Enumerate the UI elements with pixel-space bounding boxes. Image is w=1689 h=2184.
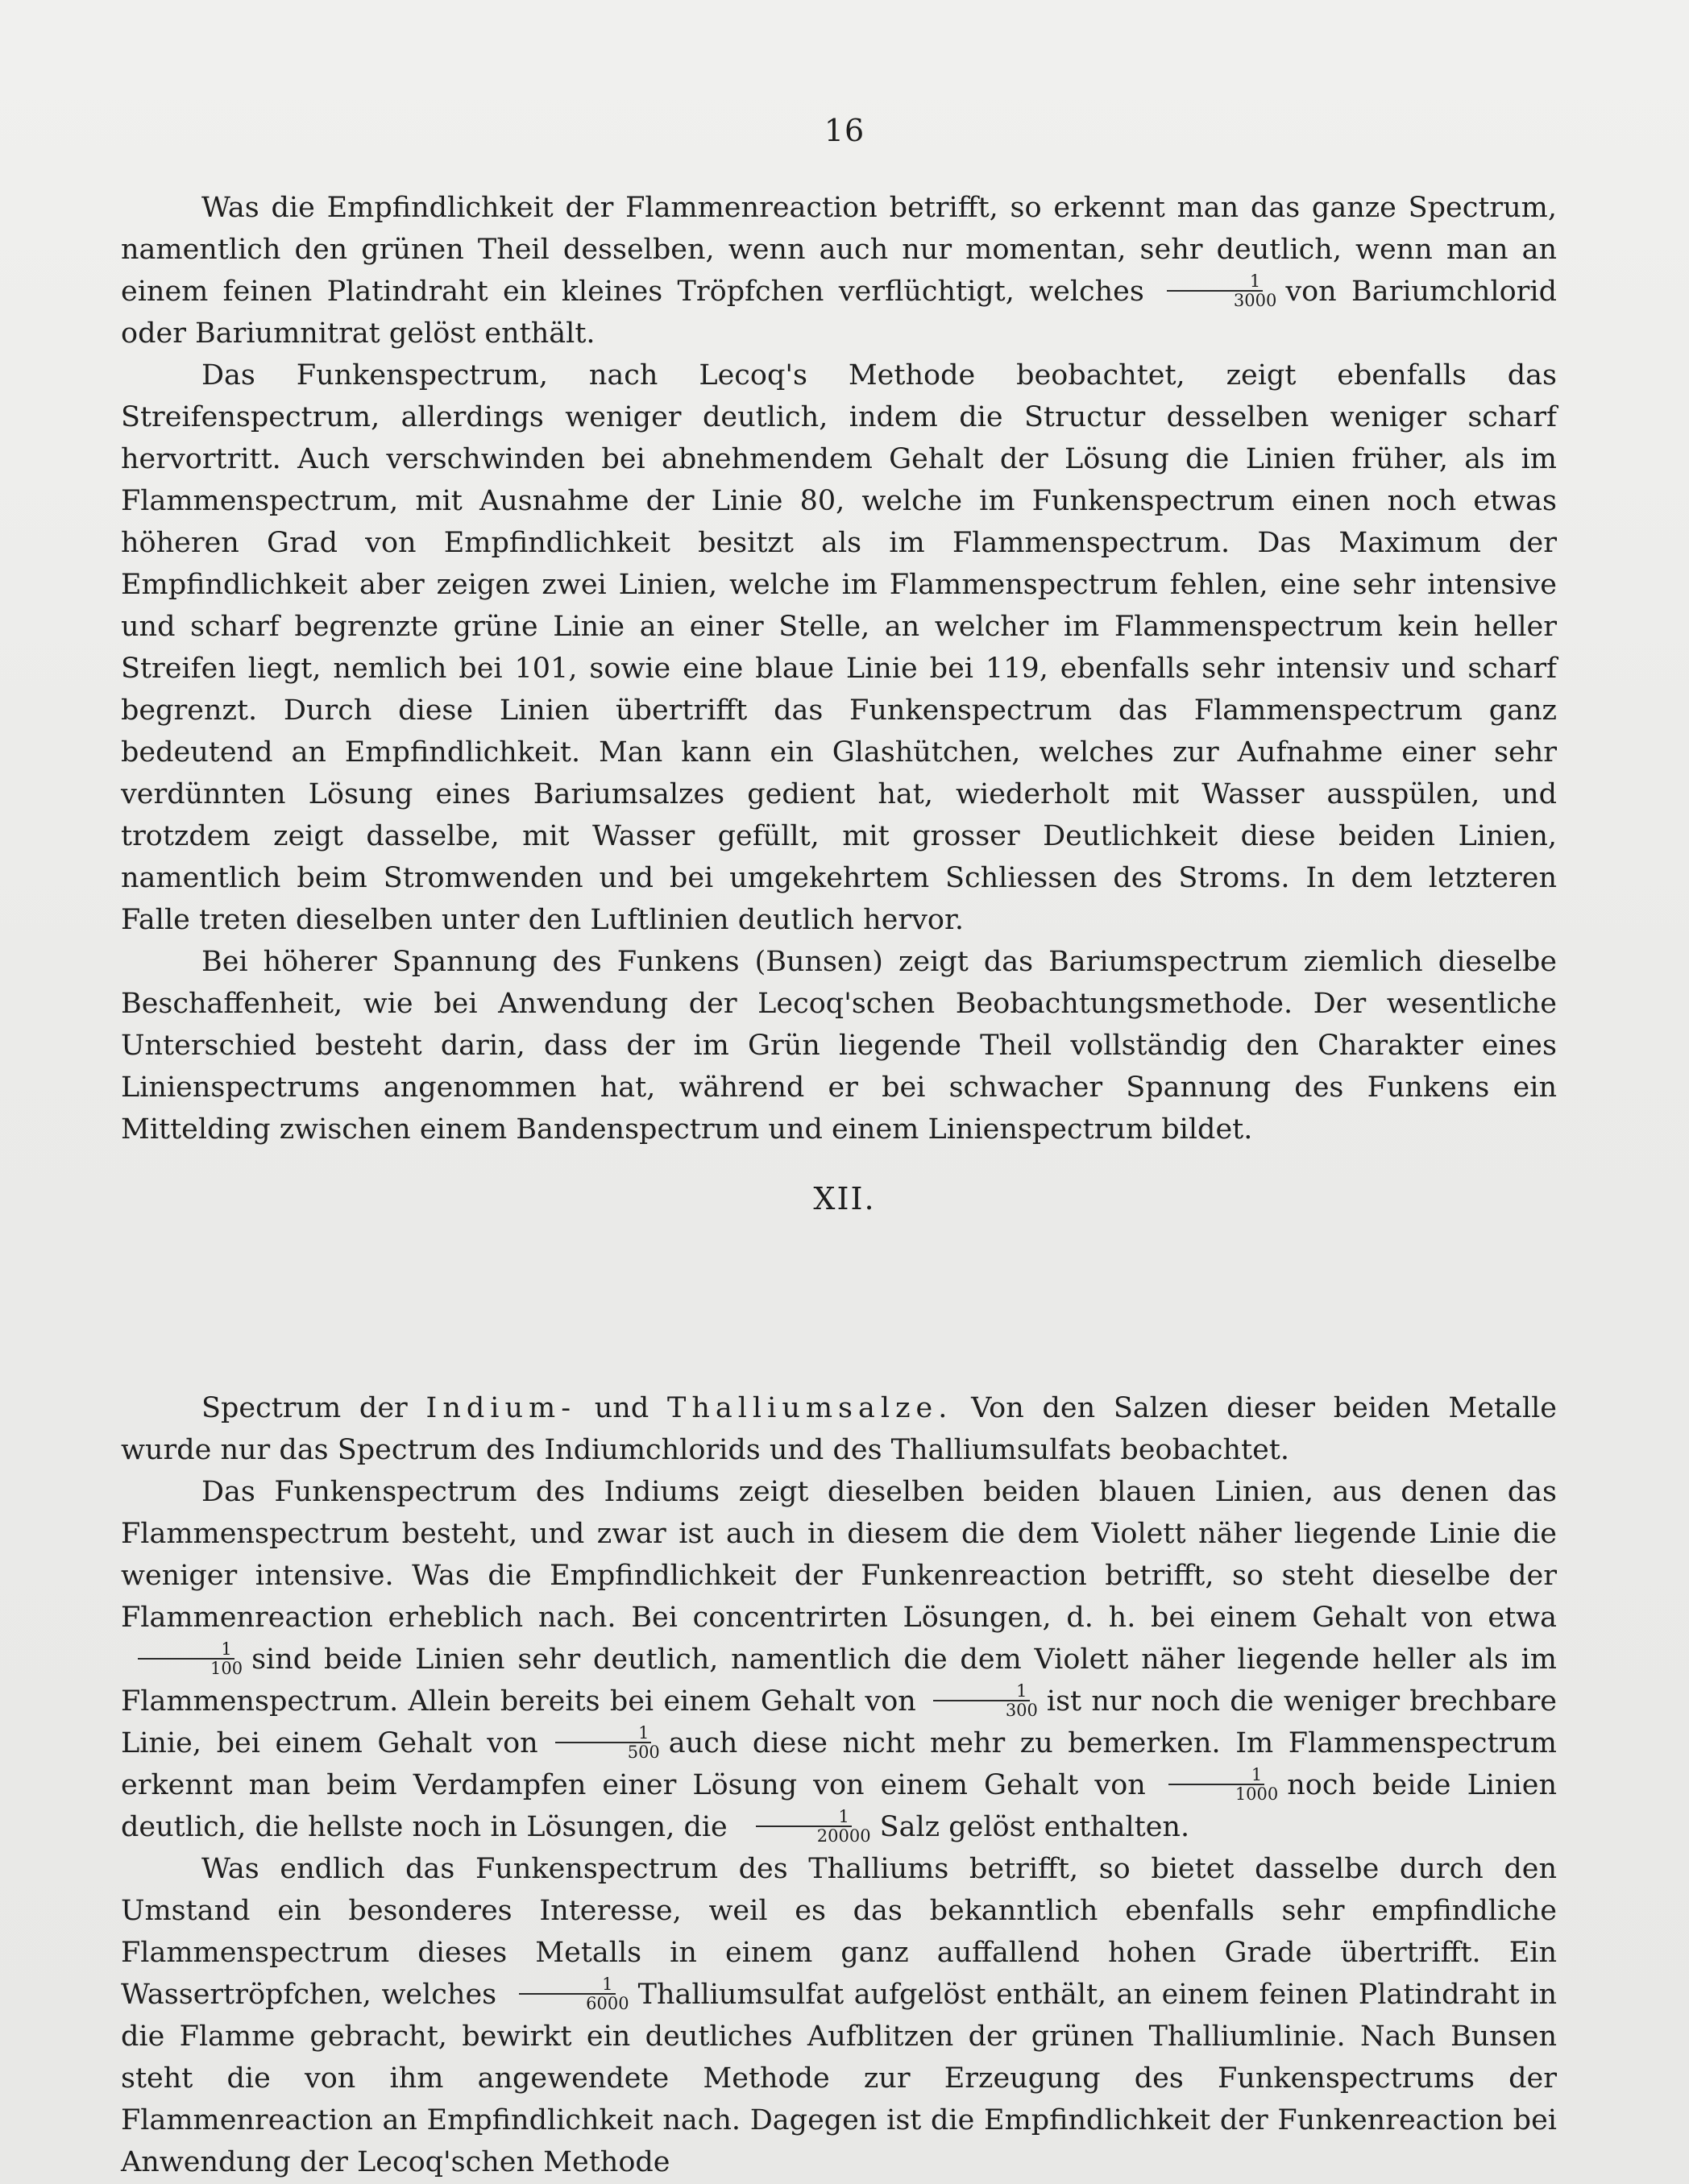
fraction — [127, 1640, 245, 1677]
fraction-numerator: 1 — [933, 1682, 1029, 1701]
paragraph-spark-spectrum: Das Funkenspectrum, nach Lecoq's Methode beobachtet, zeigt ebenfalls das Streifenspectrum, allerdings weniger deutlich, indem die Structur desselben weniger scharf hervortritt. Auch verschwinden bei abnehmendem Gehalt der Lösung die Linien früher, als im Flammenspectrum, mit Ausnahme der Linie 80, welche im Funkenspectrum einen noch etwas höheren Grad von Empfindlichkeit besitzt als im Flammenspectrum. Das Maximum der Empfindlichkeit aber zeigen zwei Linien, welche im Flammenspectrum fehlen, eine sehr intensive und scharf begrenzte grüne Linie an einer Stelle, an welcher im Flammenspectrum kein heller Streifen liegt, nemlich bei 101, sowie eine blaue Linie bei 119, ebenfalls sehr intensiv und scharf begrenzt. Durch diese Linien übertrifft das Funkenspectrum das Flammenspectrum ganz bedeutend an Empfindlichkeit. Man kann ein Glashütchen, welches zur Aufnahme einer sehr verdünnten Lösung eines Bariumsalzes gedient hat, wiederholt mit Wasser ausspülen, und trotzdem zeigt dasselbe, mit Wasser gefüllt, mit grosser Deutlichkeit diese beiden Linien, namentlich beim Stromwenden und bei umgekehrtem Schliessen des Stroms. In dem letzteren Falle treten dieselben unter den Luftlinien deutlich hervor. — [121, 359, 1557, 936]
fraction-denominator: 1000 — [1235, 1784, 1279, 1804]
fraction-numerator: 1 — [756, 1808, 852, 1827]
text-span: Spectrum der — [201, 1392, 408, 1424]
fraction — [1151, 272, 1279, 309]
fraction-denominator: 300 — [1005, 1700, 1038, 1720]
emphasis-indium: Indium- — [425, 1392, 577, 1424]
section-heading: XII. — [813, 1181, 876, 1216]
fraction-numerator: 1 — [1167, 272, 1263, 292]
paragraph-indium — [121, 1471, 1557, 1848]
text-span: noch beide Linien deutlich, die hellste noch in Lösungen, die — [121, 1769, 1557, 1843]
fraction-numerator: 1 — [555, 1724, 651, 1743]
text-block-indium-thallium — [121, 1387, 1557, 2183]
fraction-numerator: 1 — [1168, 1766, 1264, 1785]
text-span: Was die Empfindlichkeit der Flammenreaction betrifft, so erkennt man das ganze Spectrum, namentlich den grünen Theil desselben, wenn auch nur momentan, sehr deutlich, wenn man an einem feinen Platindraht ein kleines Tröpfchen verflüchtigt, welches — [121, 192, 1557, 308]
fraction — [734, 1808, 874, 1845]
text-block-barium — [121, 187, 1557, 1150]
fraction-denominator: 3000 — [1233, 290, 1277, 310]
fraction — [545, 1724, 662, 1761]
text-span: Was endlich das Funkenspectrum des Thalliums betrifft, so bietet dasselbe durch den Umstand ein besonderes Interesse, weil es das bekanntlich ebenfalls sehr empfindliche Flammenspectrum dieses Metalls in einem ganz auffallend hohen Grade übertrifft. Ein Wassertröpfchen, welches — [121, 1853, 1557, 2011]
text-span: Das Funkenspectrum des Indiums zeigt dieselben beiden blauen Linien, aus denen das Flammenspectrum besteht, und zwar ist auch in diesem die dem Violett näher liegende Linie die weniger intensive. Was die Empfindlichkeit der Funkenreaction betrifft, so steht dieselbe der Flammenreaction erheblich nach. Bei concentrirten Lösungen, d. h. bei einem Gehalt von etwa — [121, 1476, 1557, 1634]
text-span: auch diese nicht mehr zu bemerken. Im Flammenspectrum erkennt man beim Verdampfen einer Lösung von einem Gehalt von — [121, 1727, 1557, 1801]
fraction — [503, 1975, 631, 2012]
paragraph-flame-sensitivity — [121, 187, 1557, 354]
text-span: und — [594, 1392, 649, 1424]
fraction-numerator: 1 — [519, 1975, 615, 1995]
paragraph-higher-voltage: Bei höherer Spannung des Funkens (Bunsen) zeigt das Bariumspectrum ziemlich dieselbe Beschaffenheit, wie bei Anwendung der Lecoq'schen Beobachtungsmethode. Der wesentliche Unterschied besteht darin, dass der im Grün liegende Theil vollständig den Charakter eines Linienspectrums angenommen hat, während er bei schwacher Spannung des Funkens ein Mittelding zwischen einem Bandenspectrum und einem Linienspectrum bildet. — [121, 946, 1557, 1146]
fraction-denominator: 100 — [210, 1658, 243, 1678]
fraction — [1152, 1766, 1280, 1803]
text-span: ist nur noch die weniger brechbare Linie, bei einem Gehalt von — [121, 1685, 1557, 1759]
page-number: 16 — [824, 113, 865, 148]
paragraph-thallium — [121, 1848, 1557, 2183]
text-span: sind beide Linien sehr deutlich, namentlich die dem Violett näher liegende heller als im Flammenspectrum. Allein bereits bei einem Gehalt von — [121, 1643, 1557, 1718]
text-span: Von den Salzen dieser beiden Metalle wurde nur das Spectrum des Indiumchlorids und des Thalliumsulfats beobachtet. — [121, 1392, 1557, 1466]
text-span: von Bariumchlorid oder Bariumnitrat gelöst enthält. — [121, 276, 1557, 350]
text-span: Thalliumsulfat aufgelöst enthält, an einem feinen Platindraht in die Flamme gebracht, bewirkt ein deutliches Aufblitzen der grünen Thalliumlinie. Nach Bunsen steht die von ihm angewendete Methode zur Erzeugung des Funkenspectrums der Flammenreaction an Empfindlichkeit nach. Dagegen ist die Empfindlichkeit der Funkenreaction bei Anwendung der Lecoq'schen Methode — [121, 1979, 1557, 2178]
text-span: Salz gelöst enthalten. — [879, 1811, 1190, 1843]
paragraph-section-intro — [121, 1387, 1557, 1471]
fraction-denominator: 20000 — [816, 1826, 871, 1846]
fraction-denominator: 6000 — [586, 1993, 629, 2013]
fraction — [923, 1682, 1040, 1719]
emphasis-thallium: Thalliumsalze. — [666, 1392, 953, 1424]
fraction-denominator: 500 — [627, 1742, 660, 1762]
fraction-numerator: 1 — [138, 1640, 234, 1660]
